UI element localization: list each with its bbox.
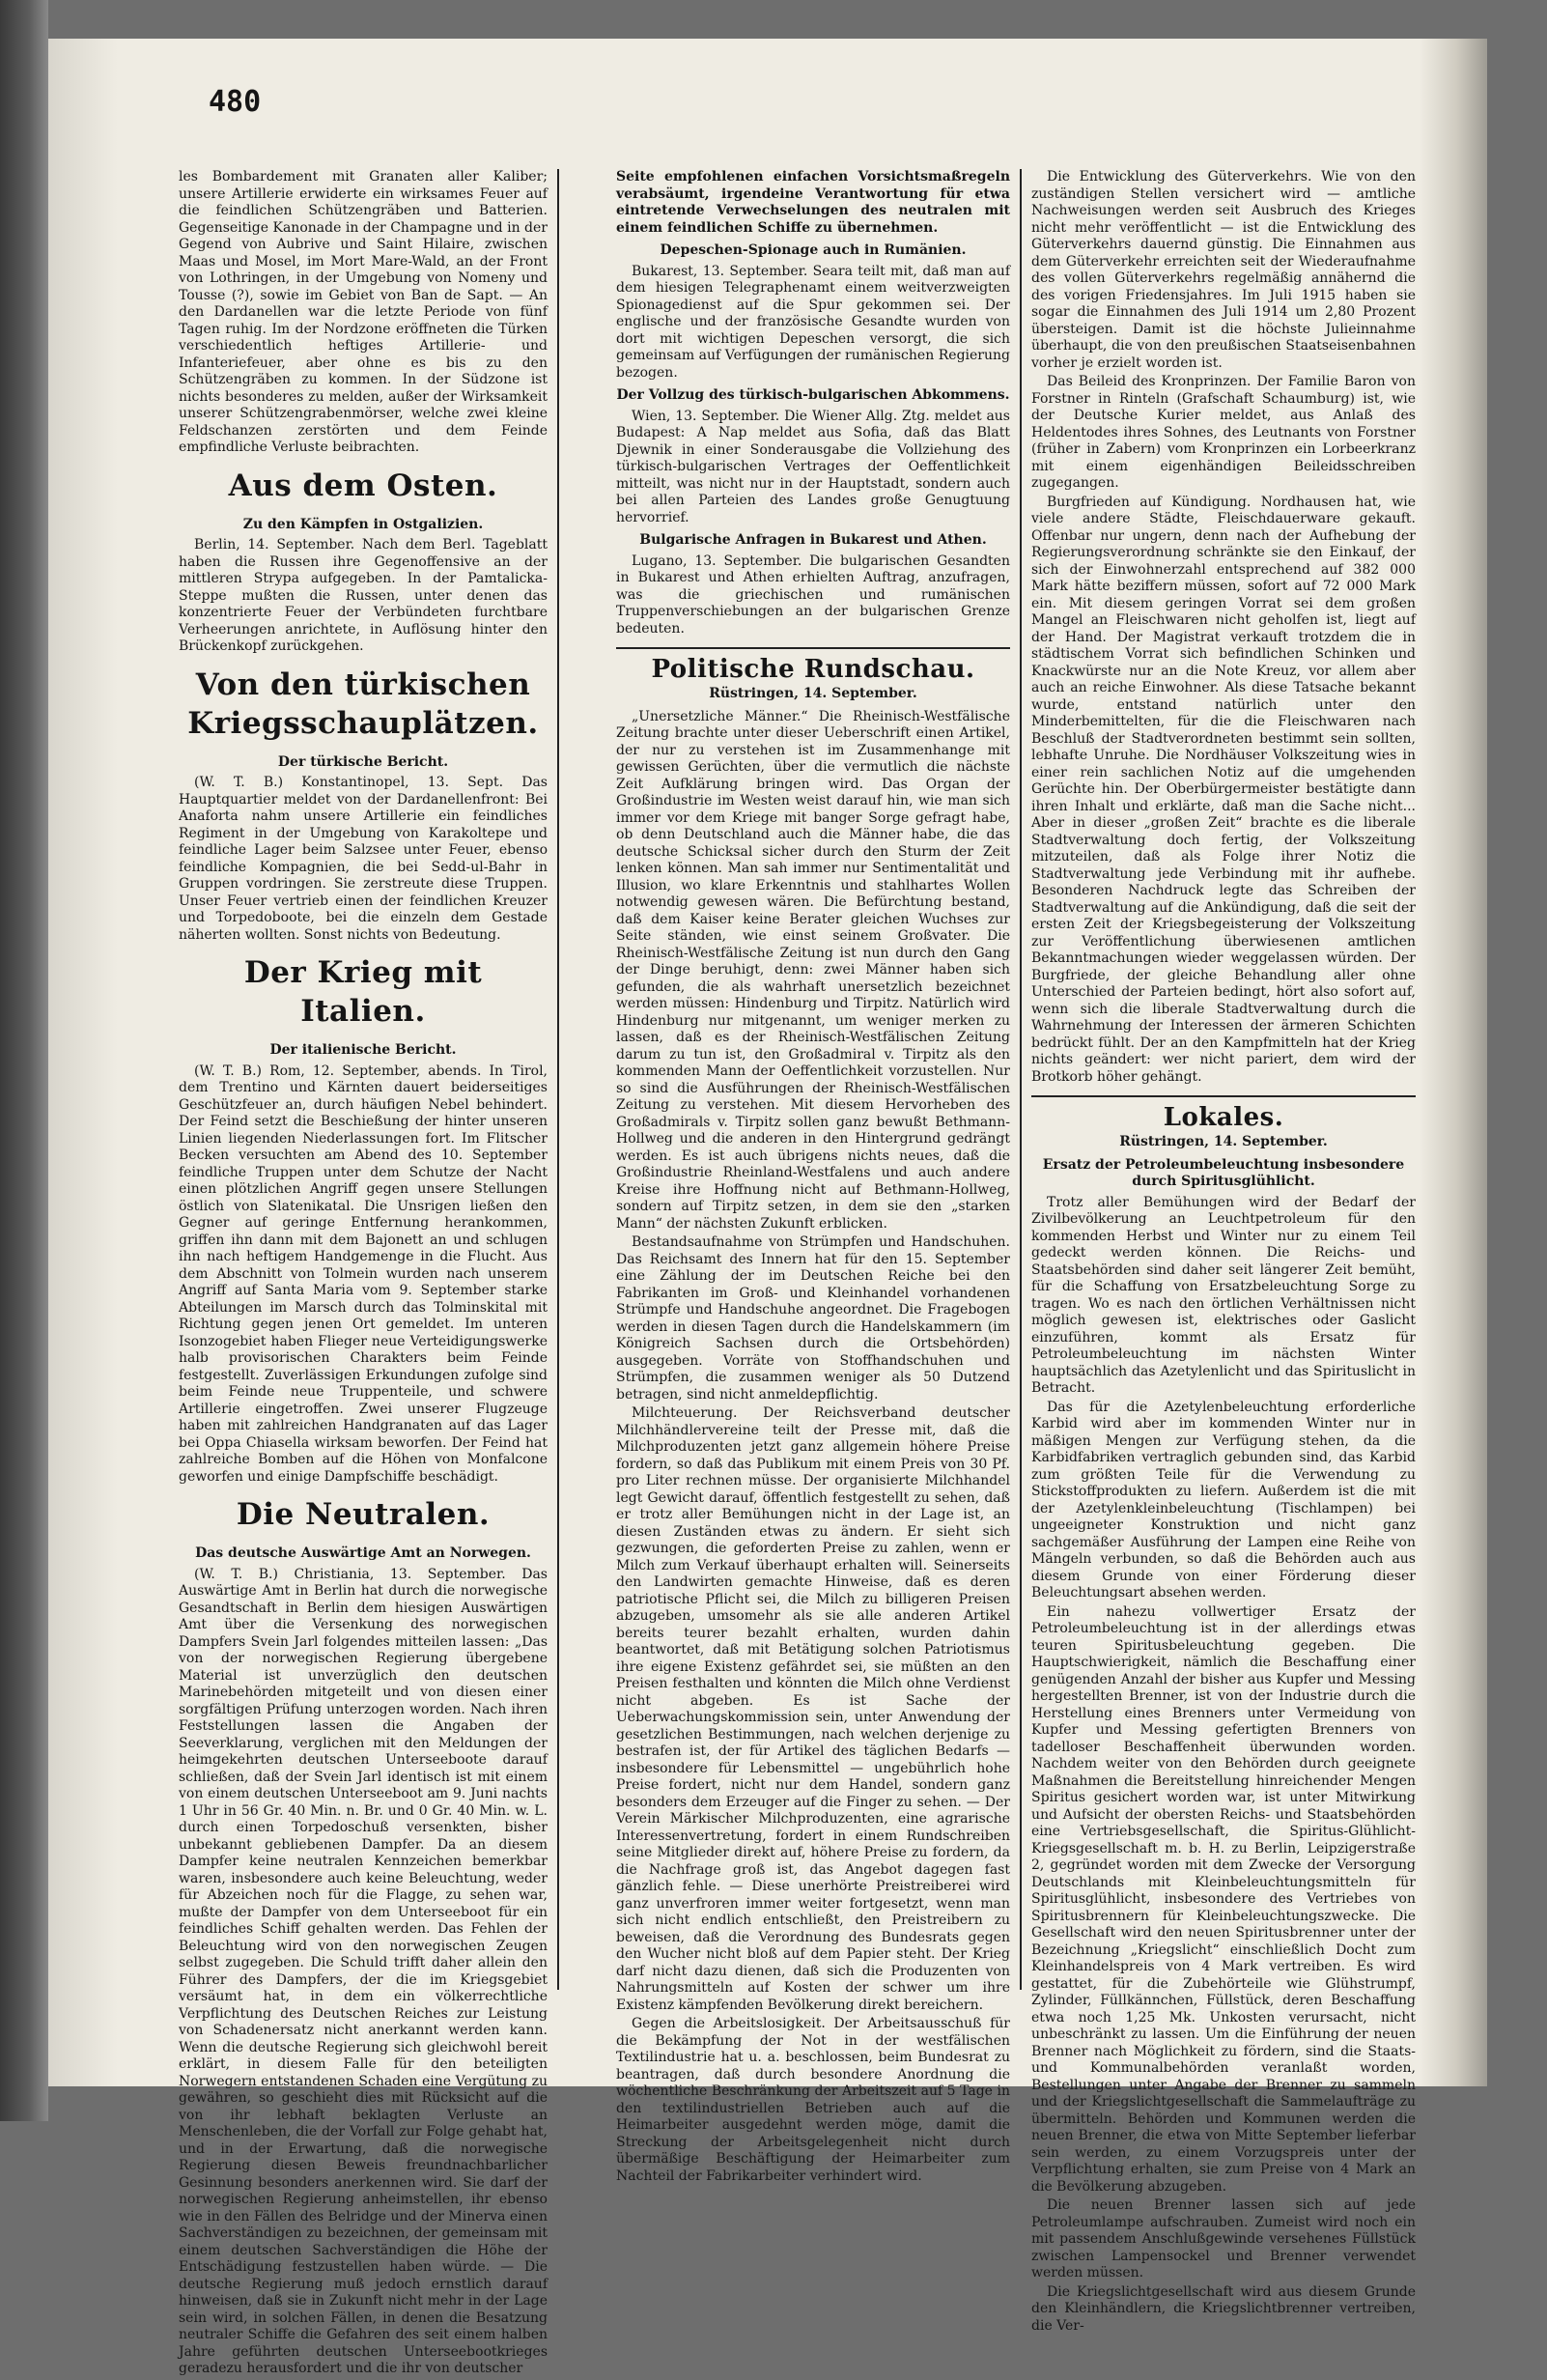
section-heading-politische-rundschau: Politische Rundschau. (651, 655, 975, 684)
subheading: Der Vollzug des türkisch-bulgarischen Abkommens. (616, 387, 1010, 403)
article-text: Seite empfohlenen einfachen Vorsichtsmaßregeln verabsäumt, irgendeine Verantwortung für etwa eintretende Verwechselungen des neutralen mit einem feindlichen Schiffe zu übernehmen. (616, 169, 1010, 236)
article-text: Berlin, 14. September. Nach dem Berl. Tageblatt haben die Russen ihre Gegenoffensive an der mittleren Strypa aufgegeben. In der Pamtalicka-Steppe mußten die Russen, unter denen das konzentrierte Feuer der Verbündeten furchtbare Verheerungen anrichtete, in Auflösung hinter den Brückenkopf zurückgehen. (179, 537, 548, 654)
article-text: Bestandsaufnahme von Strümpfen und Handschuhen. Das Reichsamt des Innern hat für den 15. September eine Zählung der im Deutschen Reiche bei den Fabrikanten im Groß- und Kleinhandel vorhandenen Strümpfe und Handschuhe angeordnet. Die Fragebogen werden in diesen Tagen durch die Handelskammern (im Königreich Sachsen durch die Ortsbehörden) ausgegeben. Vorräte von Stoffhandschuhen und Strümpfen, die zusammen weniger als 50 Dutzend betragen, sind nicht anmeldepflichtig. (616, 1234, 1010, 1402)
subheading: Zu den Kämpfen in Ostgalizien. (242, 516, 484, 532)
section-heading-lokales: Lokales. (1163, 1103, 1284, 1132)
article-text: „Unersetzliche Männer.“ Die Rheinisch-Westfälische Zeitung brachte unter dieser Ueberschrift einen Artikel, der nur zu verstehen ist im Zusammenhange mit gewissen Gerüchten, über die vermutlich die nächste Zeit Aufklärung bringen wird. Das Organ der Großindustrie im Westen weist darauf hin, wie man sich immer vor dem Kriege mit banger Sorge gefragt habe, ob denn Deutschland auch die Männer habe, die das deutsche Schicksal sicher durch den Sturm der Zeit lenken können. Man sah immer nur Sentimentalität und Illusion, wo klare Erkenntnis und stahlhartes Wollen notwendig gewesen wären. Die Befürchtung bestand, daß dem Kaiser keine Berater gleichen Wuchses zur Seite ständen, wie einst seinem Großvater. Die Rheinisch-Westfälische Zeitung ist nun durch den Gang der Dinge beruhigt, denn: zwei Männer haben sich gefunden, die als wahrhaft unersetzlich bezeichnet werden müssen: Hindenburg und Tirpitz. Natürlich wird Hindenburg nur mitgenannt, um weniger merken zu lassen, daß es der Rheinisch-Westfälischen Zeitung darum zu tun ist, den Großadmiral v. Tirpitz als den kommenden Mann der Oeffentlichkeit vorzustellen. Nur so sind die Ausführungen der Rheinisch-Westfälischen Zeitung zu verstehen. Mit diesem Hervorheben des Großadmirals v. Tirpitz sollen ganz bewußt Bethmann-Hollweg und die anderen in den Hintergrund gedrängt werden. Es ist auch übrigens nichts neues, daß die Großindustrie Rheinland-Westfalens und auch andere Kreise ihre Hoffnung nicht auf Bethmann-Hollweg, sondern auf Tirpitz setzen, in dem sie den „starken Mann“ der nächsten Zukunft erblicken. (616, 708, 1010, 1232)
article-text: Milchteuerung. Der Reichsverband deutscher Milchhändlervereine teilt der Presse mit, daß die Milchproduzenten jetzt ganz allgemein höhere Preise fordern, so daß das Publikum mit einem Preis von 30 Pf. pro Liter rechnen müsse. Der organisierte Milchhandel legt Gewicht darauf, öffentlich festgestellt zu sehen, daß er trotz aller Bemühungen nicht in der Lage ist, an diesen Zuständen etwas zu ändern. Er sieht sich gezwungen, die geforderten Preise zu zahlen, wenn er Milch zum Verkauf überhaupt erhalten will. Seinerseits den Landwirten gemachte Hinweise, daß es deren patriotische Pflicht sei, die Milch zu billigeren Preisen abzugeben, umsomehr als sie alle anderen Artikel bereits teurer bezahlt erhalten, wurden dahin beantwortet, daß mit Betätigung solchen Patriotismus ihre eigene Existenz gefährdet sei, sie müßten an den Preisen festhalten und könnten die Milch ohne Verdienst nicht abgeben. Es ist Sache der Ueberwachungskommission sein, unter Anwendung der gesetzlichen Bestimmungen, nach welchen derjenige zu bestrafen ist, der für Artikel des täglichen Bedarfs — insbesondere für Lebensmittel — ungebührlich hohe Preise fordert, nicht nur dem Handel, sondern ganz besonders dem Erzeuger auf die Finger zu sehen. — Der Verein Märkischer Milchproduzenten, eine agrarische Interessenvertretung, fordert in einem Rundschreiben seine Mitglieder direkt auf, höhere Preise zu fordern, da die Nachfrage groß ist, das Angebot dagegen fast gänzlich fehle. — Diese unerhörte Preistreiberei wird ganz unverfroren immer weiter fortgesetzt, wenn man sich nicht endlich entschließt, den Preistreibern zu beweisen, daß die Verordnung des Bundesrats gegen den Wucher nicht bloß auf dem Papier steht. Der Krieg darf nicht dazu dienen, daß sich die Produzenten von Nahrungsmitteln auf Kosten der schwer um ihre Existenz kämpfenden Bevölkerung direkt bereichern. (616, 1405, 1010, 2013)
subheading: Das deutsche Auswärtige Amt an Norwegen. (195, 1545, 531, 1561)
subheading: Der türkische Bericht. (277, 753, 449, 770)
article-text: les Bombardement mit Granaten aller Kaliber; unsere Artillerie erwiderte ein wirksames Feuer auf die feindlichen Schützengräben und Batterien. Gegenseitige Kanonade in der Champagne und in der Gegend von Aubrive und Saint Hilaire, zwischen Maas und Mosel, im Mort Mare-Wald, an der Front von Lothringen, in der Umgebung von Nomeny und Tousse (?), sowie im Gebiet von Ban de Sapt. — An den Dardanellen war die letzte Periode von fünf Tagen ruhig. Im der Nordzone eröffneten die Türken verschiedentlich heftiges Artillerie- und Infanteriefeuer, aber ohne es bis zu den Schützengräben zu kommen. In der Südzone ist nichts besonderes zu melden, außer der Wirksamkeit unserer Schützengrabenmörser, welche zwei kleine Feldschanzen zerstörten und dem Feinde empfindliche Verluste beibrachten. (179, 169, 548, 455)
section-heading-neutrale: Die Neutralen. (236, 1497, 491, 1532)
article-text: Das für die Azetylenbeleuchtung erforderliche Karbid wird aber im kommenden Winter nur in mäßigen Mengen zur Verfügung stehen, da die Karbidfabriken vertraglich gebunden sind, das Karbid zum größten Teile für die Verwendung zu Stickstoffprodukten zu liefern. Außerdem ist die mit der Azetylenkleinbeleuchtung (Tischlampen) bei ungeeigneter Konstruktion und nicht ganz sachgemäßer Ausführung der Lampen eine Reihe von Mängeln verbunden, so daß die Behörden auch aus diesem Grunde von einer Förderung dieser Beleuchtungsart absehen werden. (1031, 1399, 1416, 1601)
column-1 (179, 169, 548, 2380)
article-text: (W. T. B.) Rom, 12. September, abends. In Tirol, dem Trentino und Kärnten dauert beiderseitiges Geschützfeuer an, durch häufigen Nebel behindert. Der Feind setzt die Beschießung der hinter unseren Linien liegenden Niederlassungen fort. Im Flitscher Becken versuchten am Abend des 10. September feindliche Truppen unter dem Schutze der Nacht einen plötzlichen Angriff gegen unsere Stellungen östlich von Slatenikatal. Die Unsrigen ließen den Gegner auf geringe Entfernung herankommen, griffen ihn dann mit dem Bajonett an und schlugen ihn nach heftigem Handgemenge in die Flucht. Aus dem Abschnitt von Tolmein wurden nach unserem Angriff auf Santa Maria vom 9. September starke Abteilungen im Marsch durch das Tolminskital mit Richtung gegen jenen Ort gemeldet. Im unteren Isonzogebiet haben Flieger neue Verteidigungswerke halb provisorischen Charakters beim Feinde festgestellt. Zuverlässigen Erkundungen zufolge sind beim Feinde neue Truppenteile, und schwere Artillerie eingetroffen. Zwei unserer Flugzeuge haben mit zahlreichen Handgranaten auf das Lager bei Oppa Chiasella wirksam beworfen. Der Feind hat zahlreiche Bomben auf die Höhen von Monfalcone geworfen und einige Dampfschiffe beschädigt. (179, 1062, 548, 1485)
article-text: (W. T. B.) Christiania, 13. September. Das Auswärtige Amt in Berlin hat durch die norwegische Gesandtschaft in Berlin dem hiesigen Auswärtigen Amt über die Versenkung des norwegischen Dampfers Svein Jarl folgendes mitteilen lassen: „Das von der norwegischen Regierung übergebene Material ist unverzüglich den deutschen Marinebehörden mitgeteilt und von diesen einer sorgfältigen Prüfung unterzogen worden. Nach ihren Feststellungen lassen die Angaben der Seeverklarung, verglichen mit den Meldungen der heimgekehrten deutschen Unterseeboote darauf schließen, daß der Svein Jarl identisch ist mit einem von einem deutschen Unterseeboot am 9. Juni nachts 1 Uhr in 56 Gr. 40 Min. n. Br. und 0 Gr. 40 Min. w. L. durch einen Torpedoschuß versenkten, bisher unbekannt gebliebenen Dampfer. Da an diesem Dampfer keine neutralen Kennzeichen bemerkbar waren, insbesondere auch keine Beleuchtung, weder für Abzeichen noch für die Flagge, zu sehen war, mußte der Dampfer von dem Unterseeboot für ein feindliches Schiff gehalten werden. Das Fehlen der Beleuchtung wird von den norwegischen Zeugen selbst zugegeben. Die Schuld trifft daher allein den Führer des Dampfers, der die im Kriegsgebiet versäumt hat, in dem ein völkerrechtliche Verpflichtung des Deutschen Reiches zur Leistung von Schadenersatz nicht anerkannt werden kann. Wenn die deutsche Regierung sich gleichwohl bereit erklärt, in diesem Falle für den beteiligten Norwegern entstandenen Schaden eine Vergütung zu gewähren, so geschieht dies mit Rücksicht auf die von ihr lebhaft beklagten Verluste an Menschenleben, die der Vorfall zur Folge gehabt hat, und in der Erwartung, daß die norwegische Regierung diesen Beweis freundnachbarlicher Gesinnung besonders anerkennen wird. Sie darf der norwegischen Regierung anheimstellen, ihr ebenso wie in den Fällen des Belridge und der Minerva einen Sachverständigen zu bezeichnen, der gemeinsam mit einem deutschen Sachverständigen die Höhe der Entschädigung festzustellen haben würde. — Die deutsche Regierung muß jedoch ernstlich darauf hinweisen, daß sie in Zukunft nicht mehr in der Lage sein wird, in solchen Fällen, in denen die Besatzung neutraler Schiffe die Gefahren des seit einem halben Jahre geführten deutschen Unterseebootkrieges geradezu herausfordert und die ihr von deutscher (179, 1566, 548, 2376)
subheading: Der italienische Bericht. (269, 1042, 457, 1058)
binding-edge-left (0, 0, 48, 2121)
column-3 (1031, 169, 1416, 2337)
page-number: 480 (209, 85, 262, 119)
article-text: Die Kriegslichtgesellschaft wird aus diesem Grunde den Kleinhändlern, die Kriegslichtbrenner vertreiben, die Ver- (1031, 2283, 1416, 2334)
section-divider (1031, 1095, 1416, 1097)
article-text: Bukarest, 13. September. Seara teilt mit, daß man auf dem hiesigen Telegraphenamt einem weitverzweigten Spionagedienst auf die Spur gekommen sei. Der englische und der französische Gesandte wurden von dort mit wichtigen Depeschen versorgt, die sich gemeinsam auf Verfügungen der rumänischen Regierung bezogen. (616, 263, 1010, 381)
article-text: Die Entwicklung des Güterverkehrs. Wie von den zuständigen Stellen versichert wird — amtliche Nachweisungen werden seit Ausbruch des Krieges nicht mehr veröffentlicht — ist die Entwicklung des Güterverkehrs dauernd günstig. Die Einnahmen aus dem Güterverkehr erreichten seit der Wiederaufnahme des vollen Güterverkehrs regelmäßig annähernd die des vorigen Friedensjahres. Im Juli 1915 haben sie sogar die Einnahmen des Juli 1914 um 2,80 Prozent übersteigen. Damit ist die höchste Julieinnahme überhaupt, die von den preußischen Staatseisenbahnen vorher je erzielt worden ist. (1031, 169, 1416, 371)
dateline: Rüstringen, 14. September. (709, 686, 917, 701)
article-text: Trotz aller Bemühungen wird der Bedarf der Zivilbevölkerung an Leuchtpetroleum für den kommenden Herbst und Winter nur zu einem Teil gedeckt werden können. Die Reichs- und Staatsbehörden sind daher seit längerer Zeit bemüht, für die Schaffung von Ersatzbeleuchtung Sorge zu tragen. Wo es nach den örtlichen Verhältnissen nicht möglich gewesen ist, elektrisches oder Gaslicht einzuführen, kommt als Ersatz für Petroleumbeleuchtung im nächsten Winter hauptsächlich das Azetylenlicht und das Spirituslicht in Betracht. (1031, 1194, 1416, 1396)
section-heading-italien: Der Krieg mit Italien. (243, 955, 483, 1029)
article-text: Die neuen Brenner lassen sich auf jede Petroleumlampe aufschrauben. Zumeist wird noch ein mit passendem Anschlußgewinde versehenes Füllstück zwischen Lampensockel und Brenner verwendet werden müssen. (1031, 2197, 1416, 2281)
article-text: Wien, 13. September. Die Wiener Allg. Ztg. meldet aus Budapest: A Nap meldet aus Sofia, daß das Blatt Djewnik in einer Sonderausgabe die Vollziehung des türkisch-bulgarischen Vertrages der Oeffentlichkeit mitteilt, was nicht nur in der Hauptstadt, sondern auch bei allen Parteien des Landes große Genugtuung hervorrief. (616, 408, 1010, 525)
section-heading-osten: Aus dem Osten. (228, 468, 498, 503)
article-text: Burgfrieden auf Kündigung. Nordhausen hat, wie viele andere Städte, Fleischdauerware gekauft. Offenbar nur ungern, denn nach der Aufhebung der Regierungsverordnung schränkte sie den Einkauf, der sich der Einwohnerzahl entsprechend auf 382 000 Mark hätte beziffern müssen, sofort auf 72 000 Mark ein. Mit diesem geringen Vorrat sei dem großen Mangel an Fleischwaren nicht geholfen ist, liegt auf der Hand. Der Magistrat verkauft trotzdem die in städtischem Vorrat sich befindlichen Schinken und Knackwürste nur an die Note Kreuz, vor allem aber auch an reiche Einwohner. Als diese Tatsache bekannt wurde, entstand natürlich unter den Minderbemittelten, für die die Fleischwaren nach Beschluß der Stadtverordneten bestimmt sein sollten, lebhafte Unruhe. Die Nordhäuser Volkszeitung wies in einer rein sachlichen Notiz auf die umgehenden Gerüchte hin. Der Oberbürgermeister bestätigte dann ihren Inhalt und erklärte, daß man die Sache nicht... Aber in dieser „großen Zeit“ brachte es die liberale Stadtverwaltung doch fertig, der Volkszeitung mitzuteilen, daß als Folge ihrer Notiz die Stadtverwaltung jede Verbindung mit ihr aufhebe. Besonderen Nachdruck legte das Schreiben der Stadtverwaltung auf die Ankündigung, daß die seit der ersten Zeit der Kriegsbegeisterung der Volkszeitung zur Veröffentlichung überwiesenen amtlichen Bekanntmachungen wieder weggelassen würden. Der Burgfriede, der gleiche Behandlung aller ohne Unterschied der Parteien bedingt, hört also sofort auf, wenn sich die liberale Stadtverwaltung durch die Wahrnehmung der Interessen der ärmeren Schichten bedrückt fühlt. Der an den Kampfmitteln hat der Krieg nichts geändert: wer nicht pariert, dem wird der Brotkorb höher gehängt. (1031, 494, 1416, 1085)
subheading: Bulgarische Anfragen in Bukarest und Athen. (639, 532, 987, 548)
column-2 (616, 169, 1010, 2187)
section-divider (616, 647, 1010, 649)
subheading: Depeschen-Spionage auch in Rumänien. (660, 242, 967, 258)
newspaper-page (48, 39, 1487, 2376)
section-heading-tuerkei: Von den türkischen Kriegsschauplätzen. (187, 666, 539, 741)
subheading: Ersatz der Petroleumbeleuchtung insbesondere durch Spiritusglühlicht. (1042, 1156, 1405, 1189)
article-text: Lugano, 13. September. Die bulgarischen Gesandten in Bukarest und Athen erhielten Auftrag, anzufragen, was die griechischen und rumänischen Truppenverschiebungen an der bulgarischen Grenze bedeuten. (616, 552, 1010, 637)
article-text: Gegen die Arbeitslosigkeit. Der Arbeitsausschuß für die Bekämpfung der Not in der westfälischen Textilindustrie hat u. a. beschlossen, beim Bundesrat zu beantragen, daß durch besondere Anordnung die wöchentliche Beschränkung der Arbeitszeit auf 5 Tage in den textilindustriellen Betrieben auch auf die Heimarbeiter ausgedehnt werden möge, damit die Streckung der Arbeitsgelegenheit nicht durch übermäßige Beschäftigung der Heimarbeiter zum Nachteil der Fabrikarbeiter verhindert wird. (616, 2016, 1010, 2184)
column-rule-2 (1020, 169, 1022, 1990)
binding-spine-right (1420, 39, 1487, 2086)
article-text: (W. T. B.) Konstantinopel, 13. Sept. Das Hauptquartier meldet von der Dardanellenfront: Bei Anaforta nahm unsere Artillerie ein feindliches Regiment in der Umgebung von Karakoltepe und feindliche Lager beim Salzsee unter Feuer, ebenso feindliche Kompagnien, die bei Sedd-ul-Bahr in Gruppen vordringen. Sie zerstreute diese Truppen. Unser Feuer vertrieb einen der feindlichen Kreuzer und Torpedoboote, bei die einzeln dem Gestade näherten wollten. Sonst nichts von Bedeutung. (179, 775, 548, 943)
article-text: Ein nahezu vollwertiger Ersatz der Petroleumbeleuchtung ist in der allerdings etwas teuren Spiritusbeleuchtung gegeben. Die Hauptschwierigkeit, nämlich die Beschaffung einer genügenden Anzahl der bisher aus Kupfer und Messing hergestellten Brenner, ist von der Industrie durch die Herstellung eines Brenners unter Vermeidung von Kupfer und Messing gefertigten Brenners von tadelloser Beschaffenheit überwunden worden. Nachdem weiter von den Behörden durch geeignete Maßnahmen die Bereitstellung hinreichender Mengen Spiritus gesichert worden war, ist unter Mitwirkung und Aufsicht der obersten Reichs- und Staatsbehörden eine Vertriebsgesellschaft, die Spiritus-Glühlicht-Kriegsgesellschaft m. b. H. zu Berlin, Leipzigerstraße 2, gegründet worden mit dem Zwecke der Versorgung Deutschlands mit Kleinbeleuchtungsmitteln für Spiritusglühlicht, insbesondere des Vertriebes von Spiritusbrennern für Kleinbeleuchtungszwecke. Die Gesellschaft wird den neuen Spiritusbrenner unter der Bezeichnung „Kriegslicht“ einschließlich Docht zum Kleinhandelspreis von 4 Mark vertreiben. Es wird gestattet, für die Zubehörteile wie Glühstrumpf, Zylinder, Füllkännchen, Füllstück, deren Beschaffung etwa noch 1,25 Mk. Unkosten verursacht, nicht unbeschränkt zu lassen. Um die Einführung der neuen Brenner nach Möglichkeit zu fördern, sind die Staats- und Kommunalbehörden veranlaßt worden, Bestellungen unter Angabe der Brenner zu sammeln und der Kriegslichtgesellschaft die Sammelaufträge zu übermitteln. Behörden und Kommunen werden die neuen Brenner, die etwa von Mitte September lieferbar sein werden, zu einem Vorzugspreis unter der Verpflichtung erhalten, sie zum Preise von 4 Mark an die Bevölkerung abzugeben. (1031, 1603, 1416, 2195)
dateline: Rüstringen, 14. September. (1119, 1134, 1328, 1149)
column-rule-1 (557, 169, 559, 1990)
article-text: Das Beileid des Kronprinzen. Der Familie Baron von Forstner in Rinteln (Grafschaft Schaumburg) ist, wie der Deutsche Kurier meldet, aus Anlaß des Heldentodes ihres Sohnes, des Leutnants von Forstner (früher in Zabern) vom Kronprinzen ein Lorbeerkranz mit einem eigenhändigen Beileidsschreiben zugegangen. (1031, 374, 1416, 491)
